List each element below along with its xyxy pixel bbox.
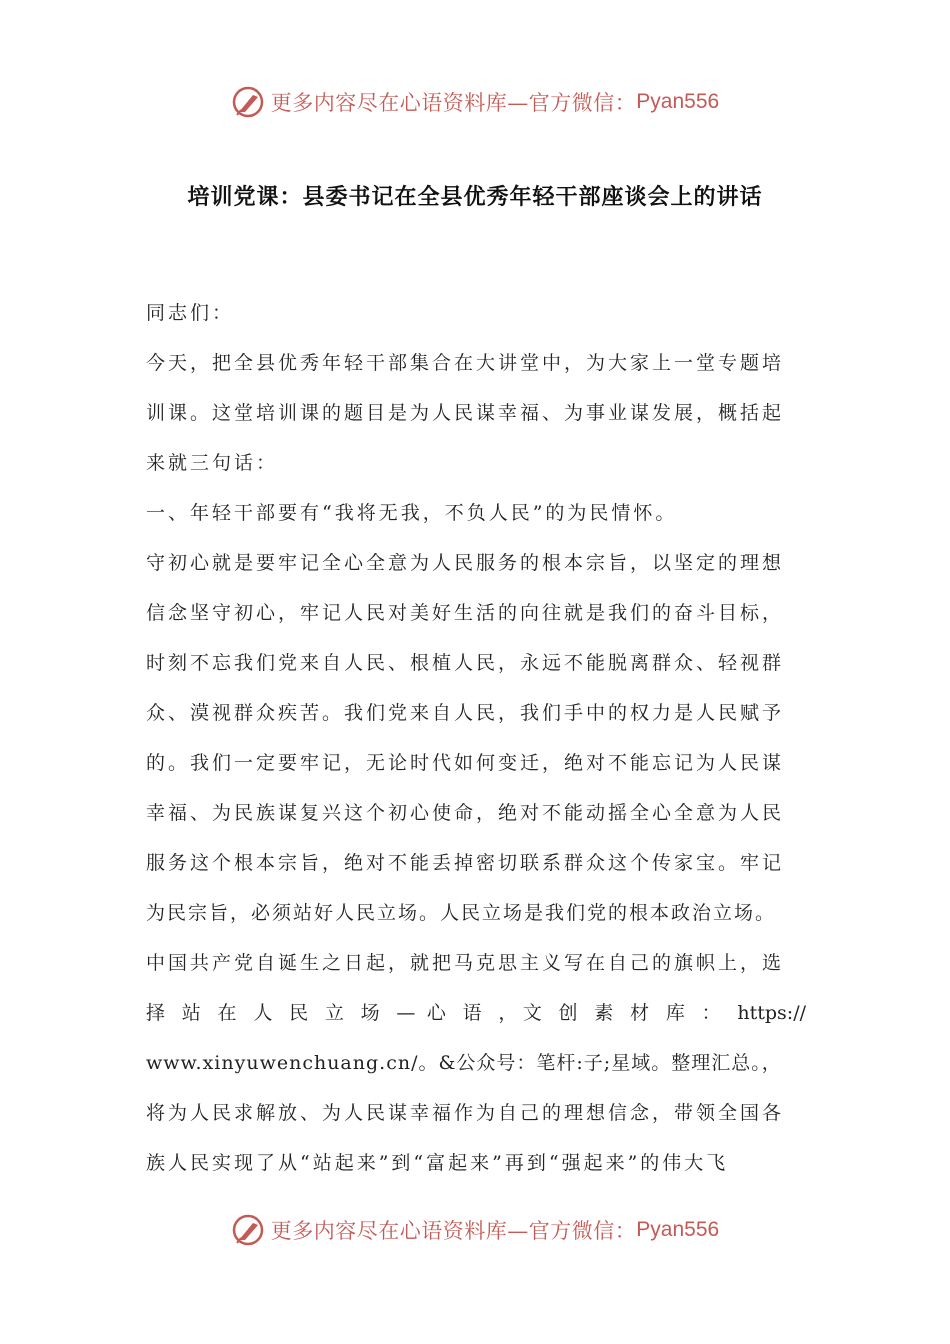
document-title: 培训党课：县委书记在全县优秀年轻干部座谈会上的讲话 [187, 184, 763, 210]
paragraph-line: 训课。这堂培训课的题目是为人民谋幸福、为事业谋发展，概括起 [146, 402, 785, 424]
watermark-text: 更多内容尽在心语资料库—官方微信： [270, 1219, 637, 1243]
paragraph-line: 众、漠视群众疾苦。我们党来自人民，我们手中的权力是人民赋予 [146, 702, 785, 724]
watermark-id: Pyan556 [636, 90, 720, 113]
paragraph-line: 将为人民求解放、为人民谋幸福作为自己的理想信念，带领全国各 [146, 1102, 785, 1124]
paragraph-line: 信念坚守初心，牢记人民对美好生活的向往就是我们的奋斗目标， [146, 602, 785, 624]
paragraph-line: www.xinyuwenchuang.cn/。&公众号：笔杆:子;星域。整理汇总。， [146, 1052, 782, 1074]
pen-nib-circle-icon [231, 85, 265, 119]
watermark-banner-bottom [0, 1208, 950, 1252]
paragraph-line: 一、年轻干部要有“我将无我，不负人民”的为民情怀。 [146, 502, 678, 524]
paragraph-line: 的。我们一定要牢记，无论时代如何变迁，绝对不能忘记为人民谋 [146, 752, 785, 774]
watermark-text: 更多内容尽在心语资料库—官方微信： [270, 91, 637, 115]
paragraph-line: 幸福、为民族谋复兴这个初心使命，绝对不能动摇全心全意为人民 [146, 802, 785, 824]
paragraph-line: 同志们： [146, 302, 235, 324]
paragraph-line: 今天，把全县优秀年轻干部集合在大讲堂中，为大家上一堂专题培 [146, 352, 785, 374]
paragraph-line: 择 站 在 人 民 立 场 — 心 语 ，文 创 素 材 库 ： https:// [146, 1002, 806, 1024]
paragraph-line: 来就三句话： [146, 452, 279, 474]
paragraph-line: 守初心就是要牢记全心全意为人民服务的根本宗旨，以坚定的理想 [146, 552, 785, 574]
paragraph-line: 族人民实现了从“站起来”到“富起来”再到“强起来”的伟大飞 [146, 1152, 729, 1174]
pen-nib-circle-icon [231, 1213, 265, 1247]
watermark-banner-top [0, 80, 950, 124]
watermark-id: Pyan556 [636, 1218, 720, 1241]
paragraph-line: 为民宗旨，必须站好人民立场。人民立场是我们党的根本政治立场。 [146, 902, 777, 924]
paragraph-line: 中国共产党自诞生之日起，就把马克思主义写在自己的旗帜上，选 [146, 952, 785, 974]
paragraph-line: 服务这个根本宗旨，绝对不能丢掉密切联系群众这个传家宝。牢记 [146, 852, 785, 874]
paragraph-line: 时刻不忘我们党来自人民、根植人民，永远不能脱离群众、轻视群 [146, 652, 785, 674]
